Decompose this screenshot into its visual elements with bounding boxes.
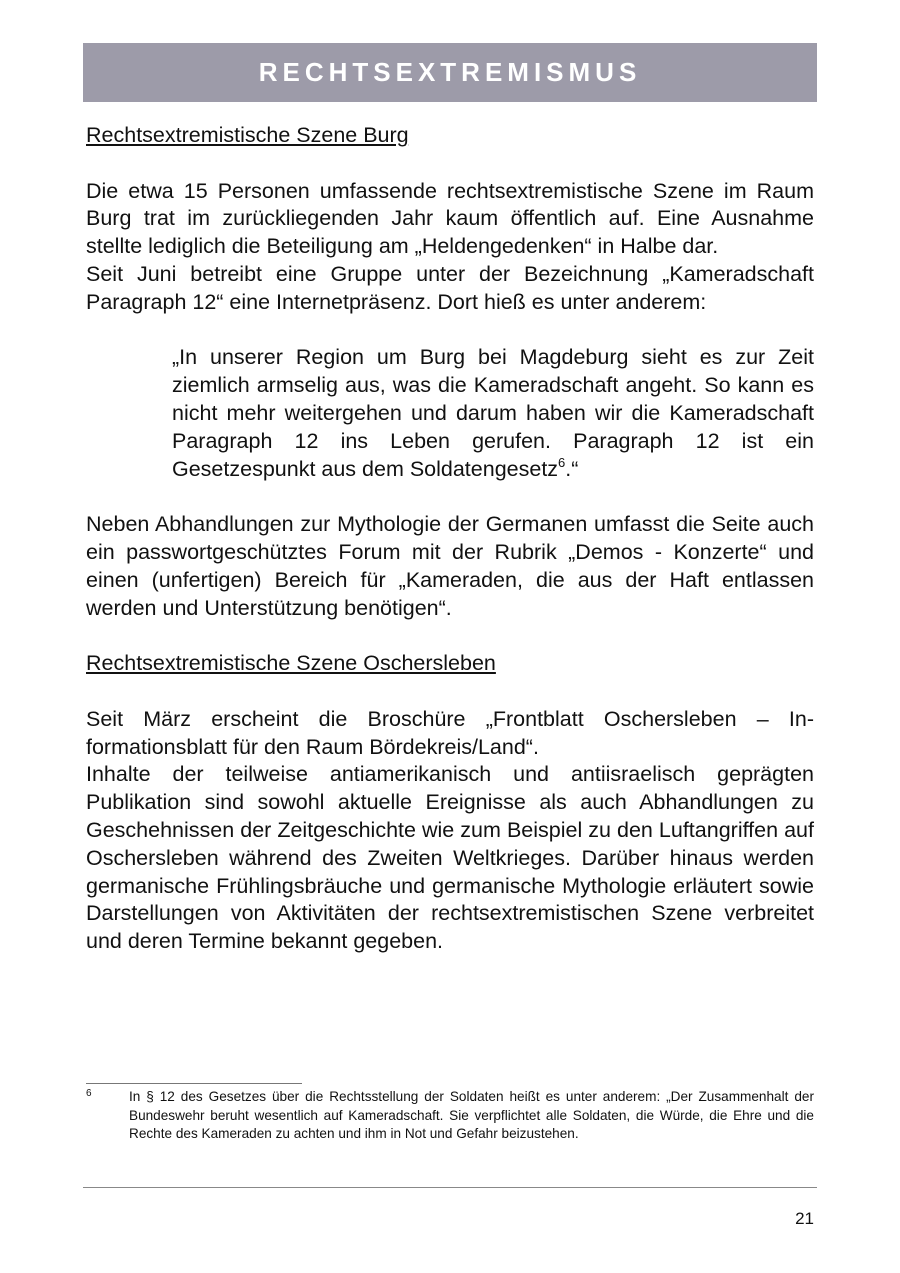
spacer [86, 483, 814, 511]
page-title: RECHTSEXTREMISMUS [258, 57, 642, 87]
burg-paragraph-1: Die etwa 15 Personen umfassende rechtsextremistische Szene im Raum Burg trat im zurückliegenden Jahr kaum öffentlich auf. Eine Ausnahme stellte lediglich die Beteiligung am „Heldengedenken“ in Halbe dar. [86, 178, 814, 259]
section-heading-burg: Rechtsextremistische Szene Burg [86, 123, 409, 147]
burg-paragraph-3: Neben Abhandlungen zur Mythologie der Germanen umfasst die Seite auch ein passwortgeschütztes Forum mit der Rubrik „Demos - Konzerte“ und einen (unfertigen) Bereich für „Kameraden, die aus der Haft entlassen werden und Unterstützung benötigen“. [86, 512, 814, 620]
quote-end: .“ [565, 456, 579, 481]
burg-paragraph-2: Seit Juni betreibt eine Gruppe unter der Bezeichnung „Kameradschaft Paragraph 12“ eine Internetpräsenz. Dort hieß es unter anderem: [86, 261, 814, 314]
header-bar [83, 43, 817, 102]
page-footer-divider [83, 1187, 817, 1188]
spacer [86, 317, 814, 345]
footnote [86, 1088, 814, 1144]
page-number: 21 [795, 1209, 814, 1228]
burg-quote [172, 344, 814, 483]
oschersleben-paragraph-2: Inhalte der teilweise antiamerikanisch und antiisraelisch geprägten Publikation sind sowohl aktuelle Ereignisse als auch Abhandlungen zu Geschehnissen der Zeitgeschichte wie zum Beispiel zu den Luftangriffen auf Oschersleben während des Zweiten Weltkrieges. Darüber hinaus werden germanische Frühlingsbräuche und germanische Mythologie erläutert sowie Darstellungen von Aktivitäten der rechtsextremistischen Szene verbreitet und deren Termine bekannt gegeben. [86, 762, 814, 954]
spacer [86, 150, 814, 178]
spacer [86, 678, 814, 706]
main-content [86, 122, 814, 956]
oschersleben-paragraph-1: Seit März erscheint die Broschüre „Frontblatt Oschersleben – Informationsblatt für den Raum Bördekreis/Land“. [86, 706, 814, 759]
spacer [86, 622, 814, 650]
footnote-divider [86, 1083, 302, 1084]
quote-text: „In unserer Region um Burg bei Magdeburg sieht es zur Zeit ziemlich armselig aus, was die Kameradschaft angeht. So kann es nicht mehr weitergehen und darum haben wir die Kameradschaft Paragraph 12 ins Leben gerufen. Paragraph 12 ist ein Gesetzespunkt aus dem Soldatengesetz [172, 345, 814, 481]
section-heading-oschersleben: Rechtsextremistische Szene Oschersleben [86, 651, 496, 676]
footnote-text: In § 12 des Gesetzes über die Rechtsstellung der Soldaten heißt es unter anderem: „Der Zusammenhalt der Bundeswehr beruht wesentlich auf Kameradschaft. Sie verpflichtet alle Soldaten, die Würde, die Ehre und die Rechte des Kameraden zu achten und ihm in Not und Gefahr beizustehen. [129, 1089, 814, 1141]
footnote-number: 6 [86, 1088, 92, 1099]
footnote-reference: 6 [558, 454, 566, 470]
